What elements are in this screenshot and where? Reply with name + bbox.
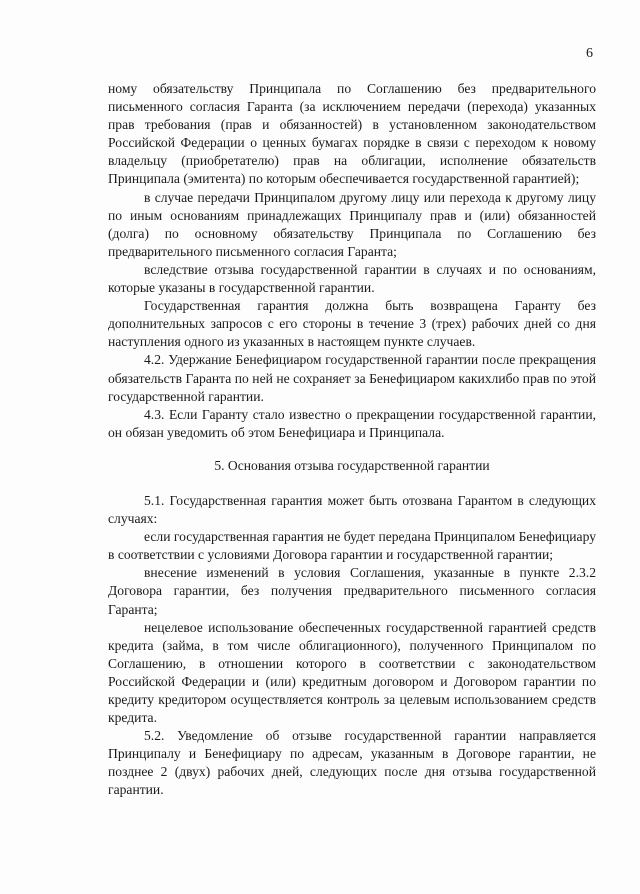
paragraph-5-1: 5.1. Государственная гарантия может быть отозвана Гарантом в следующих случаях: (108, 492, 596, 527)
paragraph-transfer-case: в случае передачи Принципалом другому лицу или перехода к другому лицу по иным основаниям принадлежащих Принципалу прав и (или) обязанностей (долга) по основному обязательству Принципала по Соглашению без предварительного письменного согласия Гаранта; (108, 189, 596, 259)
document-body (108, 80, 596, 800)
paragraph-revocation-case: вследствие отзыва государственной гарантии в случаях и по основаниям, которые указаны в государственной гарантии. (108, 261, 596, 296)
paragraph-4-3: 4.3. Если Гаранту стало известно о прекращении государственной гарантии, он обязан уведомить об этом Бенефициара и Принципала. (108, 406, 596, 440)
paragraph-5-1-case-not-transferred: если государственная гарантия не будет передана Принципалом Бенефициару в соответствии с условиями Договора гарантии и государственной гарантии; (108, 529, 596, 563)
paragraph-return-guarantee: Государственная гарантия должна быть возвращена Гаранту без дополнительных запросов с его стороны в течение 3 (трех) рабочих дней со дня наступления одного из указанных в настоящем пункте случаев. (108, 298, 596, 350)
page-number: 6 (586, 46, 593, 61)
paragraph-5-2: 5.2. Уведомление об отзыве государственной гарантии направляется Принципалу и Бенефициару по адресам, указанным в Договоре гарантии, не позднее 2 (двух) рабочих дней, следующих после дня отзыва государственной гарантии. (108, 728, 596, 798)
paragraph-5-1-case-misuse: нецелевое использование обеспеченных государственной гарантией средств кредита (займа, в том числе облигационного), полученного Принципалом по Соглашению, в отношении которого в соответствии с законодательством Российской Федерации и (или) кредитным договором и Договором гарантии по кредиту кредитором осуществляется контроль за целевым использованием средств кредита. (108, 619, 596, 726)
paragraph-5-1-case-amendments: внесение изменений в условия Соглашения, указанные в пункте 2.3.2 Договора гарантии, без получения предварительного письменного согласия Гаранта; (108, 565, 596, 617)
section-5-heading: 5. Основания отзыва государственной гарантии (214, 457, 490, 473)
paragraph-4-2: 4.2. Удержание Бенефициаром государственной гарантии после прекращения обязательств Гаранта по ней не сохраняет за Бенефициаром какихлибо прав по этой государственной гарантии. (108, 352, 596, 404)
paragraph-continuation: ному обязательству Принципала по Соглашению без предварительного письменного согласия Гаранта (за исключением передачи (перехода) указанных прав требования (прав и обязанностей) в установленном законодательством Российской Федерации о ценных бумагах порядке в связи с переходом к новому владельцу (приобретателю) прав на облигации, исполнение обязательств Принципала (эмитента) по которым обеспечивается государственной гарантией); (108, 81, 596, 187)
